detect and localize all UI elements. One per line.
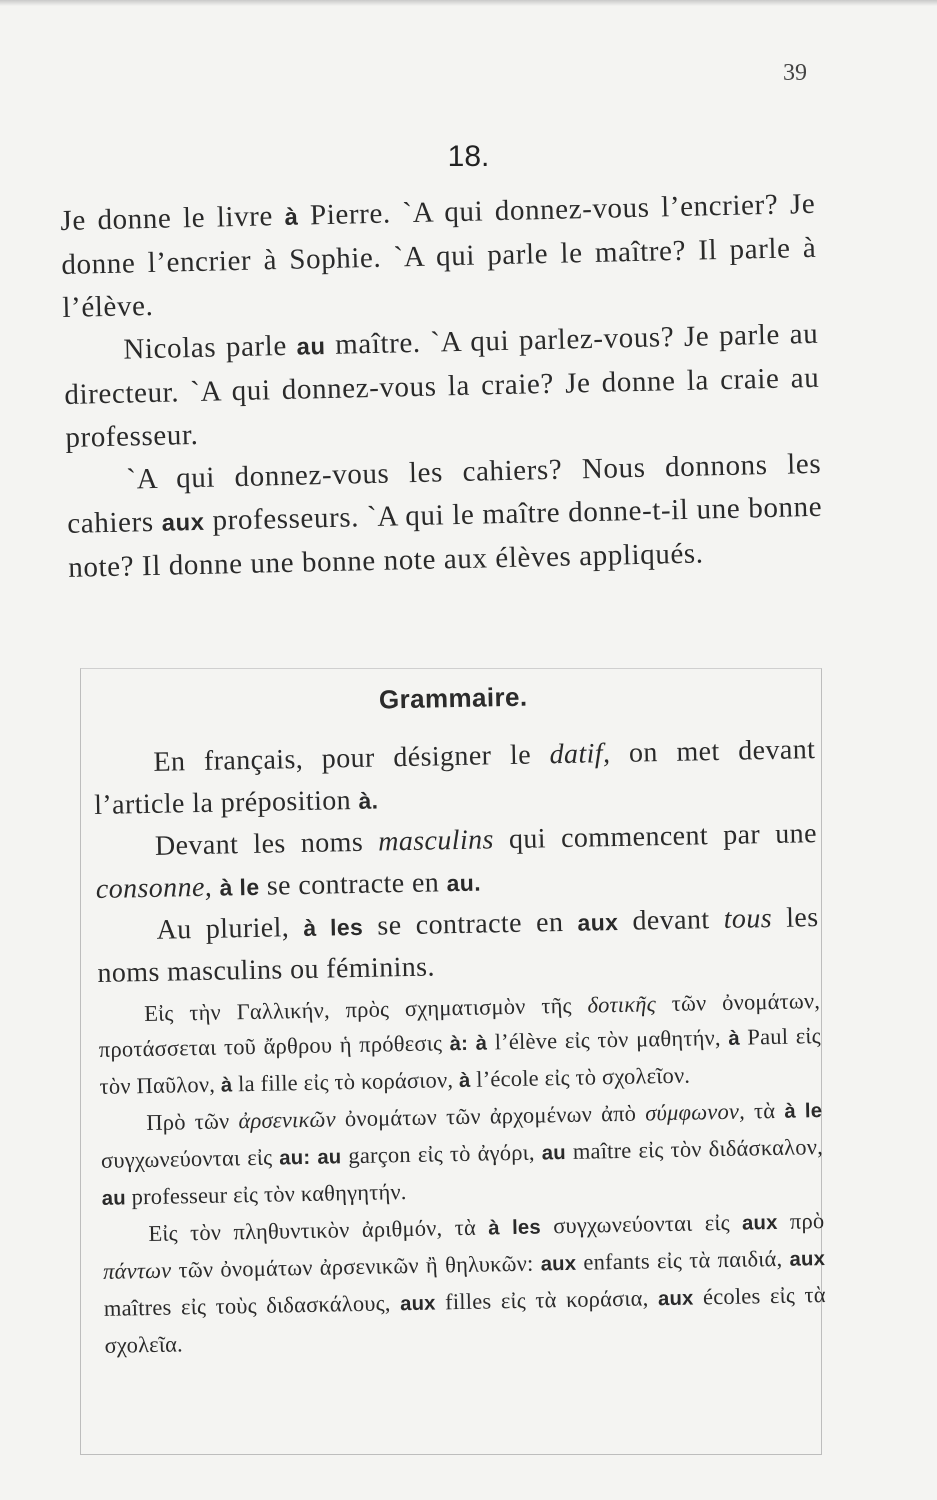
grammar-notes-greek (98, 983, 827, 1363)
bold-a: à (284, 203, 299, 231)
lesson-number: 18. (447, 140, 490, 173)
reading-passage (60, 183, 824, 590)
grammar-rule-2: Devant les noms masculins qui commencent par une consonne, à le se contracte en au. (95, 818, 818, 905)
top-edge-shadow (0, 0, 937, 6)
grammar-rule-1: En français, pour désigner le datif, on met devant l’article la préposition à. (93, 734, 816, 821)
page-number: 39 (783, 60, 807, 86)
greek-note-2: Πρὸ τῶν ἀρσενικῶν ὀνομάτων τῶν ἀρχομένων ἀπὸ σύμφωνον, τὰ à le συγχωνεύονται εἰς au: au garçon εἰς τὸ ἀγόρι, au maître εἰς τὸν διδάσκαλον, au professeur εἰς τὸν καθηγητήν. (100, 1097, 824, 1210)
greek-note-3: Εἰς τὸν πληθυντικὸν ἀριθμόν, τὰ à les συγχωνεύονται εἰς aux πρὸ πάντων τῶν ὀνομάτων ἀρσενικῶν ἢ θηλυκῶν: aux enfants εἰς τὰ παιδιά, aux maîtres εἰς τοὺς διδασκάλους, aux filles εἰς τὰ κοράσια, aux écoles εἰς τὰ σχολεῖα. (102, 1208, 826, 1358)
grammar-box (92, 676, 827, 1363)
grammar-rules-french (93, 729, 820, 995)
bold-aux: aux (161, 508, 205, 537)
reading-paragraph-3: `A qui donnez-vous les cahiers? Nous donnons les cahiers aux professeurs. `A qui le maître donne-t-il une bonne note? Il donne une bonne note aux élèves appliqués. (66, 447, 823, 584)
reading-paragraph-2: Nicolas parle au maître. `A qui parlez-vous? Je parle au directeur. `A qui donnez-vous la craie? Je donne la craie au professeur. (64, 317, 820, 454)
greek-note-1: Εἰς τὴν Γαλλικήν, πρὸς σχηματισμὸν τῆς δοτικῆς τῶν ὀνομάτων, προτάσσεται τοῦ ἄρθρου ἡ πρόθεσις à: à l’élève εἰς τὸν μαθητήν, à Paul εἰς τὸν Παῦλον, à la fille εἰς τὸ κοράσιον, à l’école εἰς τὸ σχολεῖον. (98, 988, 821, 1099)
bold-au: au (296, 333, 326, 361)
grammar-rule-3: Au pluriel, à les se contracte en aux devant tous les noms masculins ou féminins. (97, 902, 819, 989)
reading-paragraph-1: Je donne le livre à Pierre. `A qui donnez-vous l’encrier? Je donne l’encrier à Sophie. `A qui parle le maître? Il parle à l’élève. (60, 187, 817, 324)
grammar-title: Grammaire. (378, 681, 528, 715)
